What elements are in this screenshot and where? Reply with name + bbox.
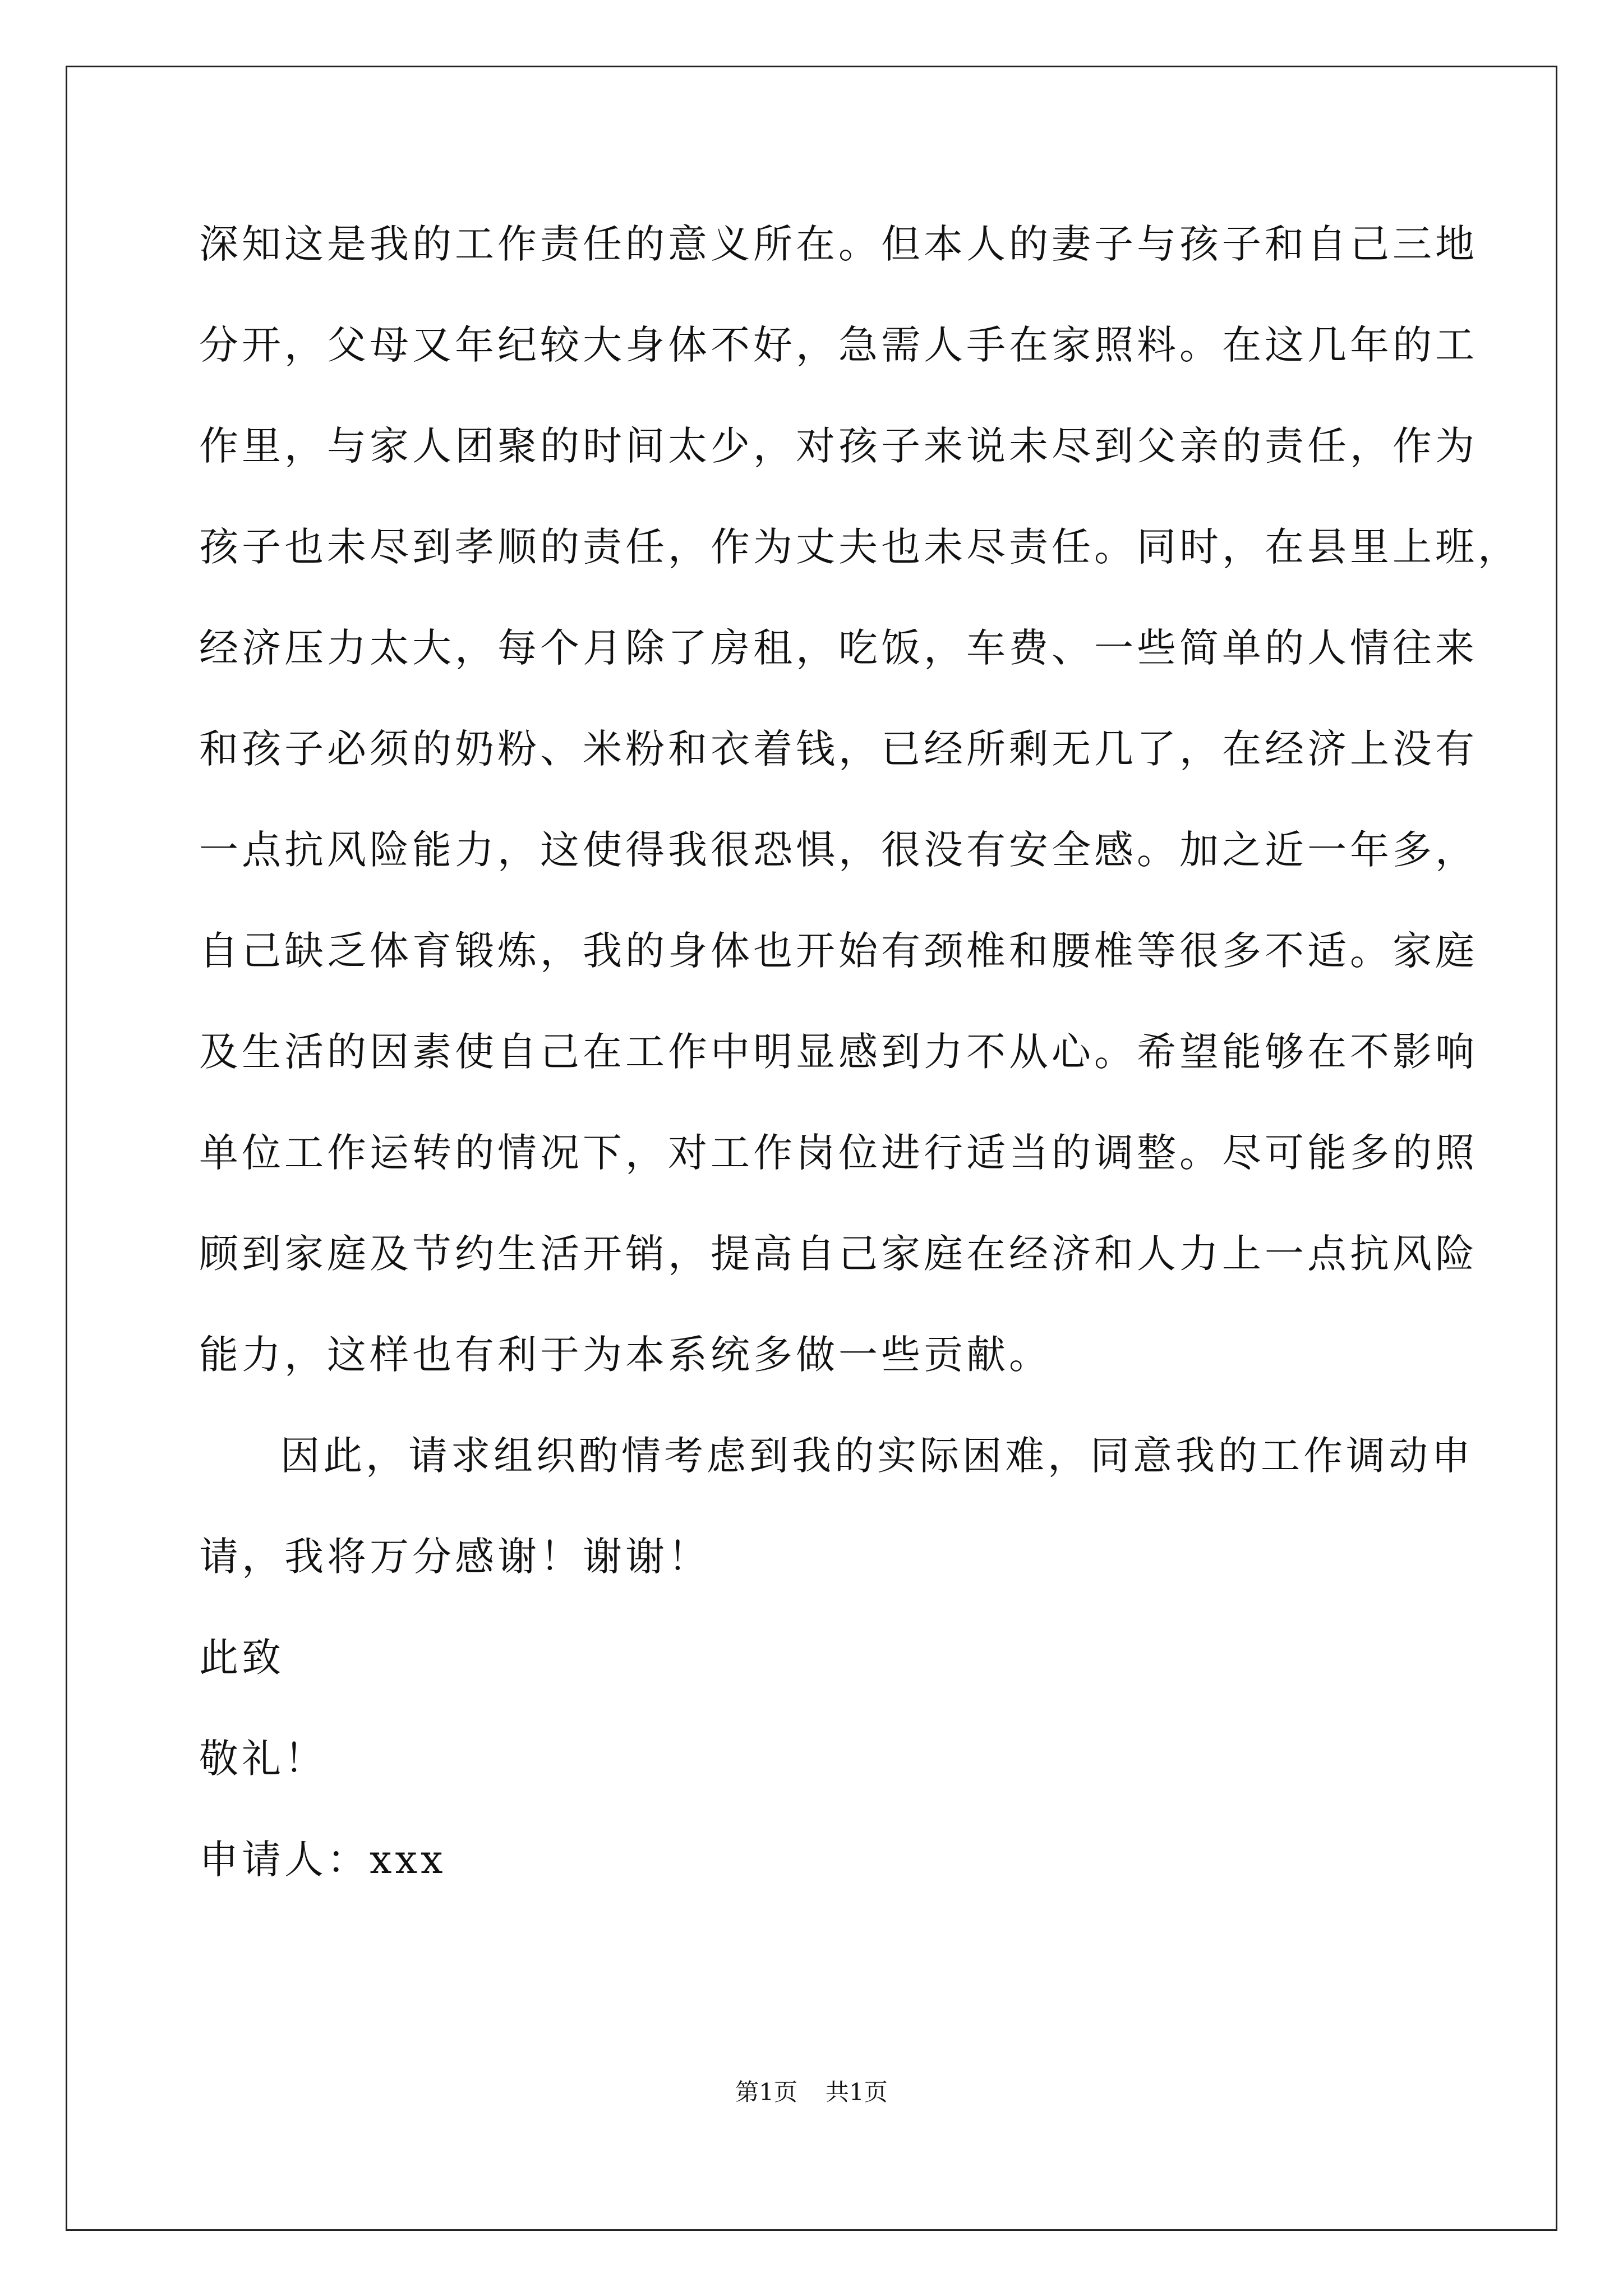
signature-line: 申请人：xxx	[199, 1837, 446, 1883]
page-total: 共1页	[826, 2078, 888, 2106]
body-line: 请，我将万分感谢！谢谢！	[199, 1534, 711, 1580]
body-line: 经济压力太大，每个月除了房租，吃饭，车费、一些简单的人情往来	[199, 625, 1478, 671]
body-line: 自己缺乏体育锻炼，我的身体也开始有颈椎和腰椎等很多不适。家庭	[199, 928, 1478, 974]
body-line: 及生活的因素使自己在工作中明显感到力不从心。希望能够在不影响	[199, 1029, 1478, 1075]
body-line: 一点抗风险能力，这使得我很恐惧，很没有安全感。加之近一年多，	[199, 827, 1478, 873]
body-line: 孩子也未尽到孝顺的责任，作为丈夫也未尽责任。同时，在县里上班，	[199, 524, 1520, 570]
page-number: 第1页	[735, 2078, 797, 2106]
body-line: 深知这是我的工作责任的意义所在。但本人的妻子与孩子和自己三地	[199, 221, 1478, 267]
closing-line: 此致	[199, 1635, 284, 1681]
body-line: 因此，请求组织酌情考虑到我的实际困难，同意我的工作调动申	[280, 1433, 1474, 1479]
salutation-line: 敬礼！	[199, 1736, 327, 1782]
body-line: 顾到家庭及节约生活开销，提高自己家庭在经济和人力上一点抗风险	[199, 1231, 1478, 1277]
body-line: 能力，这样也有利于为本系统多做一些贡献。	[199, 1332, 1052, 1378]
body-line: 单位工作运转的情况下，对工作岗位进行适当的调整。尽可能多的照	[199, 1130, 1478, 1176]
body-line: 分开，父母又年纪较大身体不好，急需人手在家照料。在这几年的工	[199, 322, 1478, 368]
page-footer	[0, 2076, 1623, 2109]
body-line: 和孩子必须的奶粉、米粉和衣着钱，已经所剩无几了，在经济上没有	[199, 726, 1478, 772]
body-line: 作里，与家人团聚的时间太少，对孩子来说未尽到父亲的责任，作为	[199, 423, 1478, 469]
